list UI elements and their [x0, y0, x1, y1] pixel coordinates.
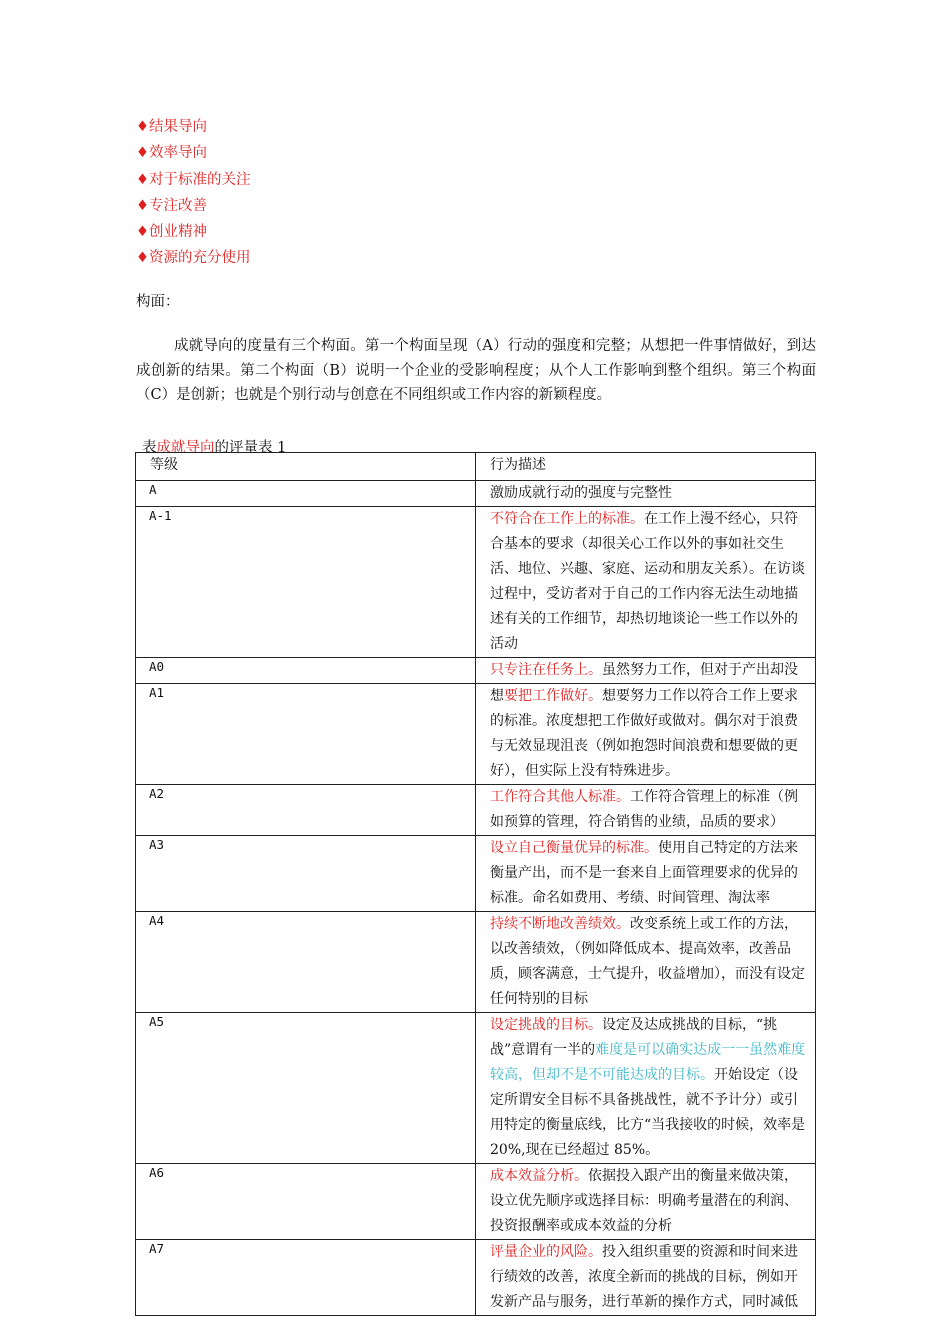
header-level: 等级: [136, 453, 476, 481]
row-level: A0: [136, 658, 476, 684]
table-row: [136, 1013, 816, 1164]
row-level: A4: [136, 912, 476, 1013]
diamond-icon: ♦: [136, 250, 149, 267]
rating-table: [135, 452, 816, 1316]
bullet-item: ♦对于标准的关注: [136, 171, 251, 188]
row-level: A7: [136, 1240, 476, 1316]
table-header-row: [136, 453, 816, 481]
bullet-item: ♦效率导向: [136, 145, 207, 162]
table-row: [136, 684, 816, 785]
row-description: 成本效益分析。依据投入跟产出的衡量来做决策，设立优先顺序或选择目标：明确考量潜在的利润、投资报酬率或成本效益的分析: [476, 1164, 816, 1240]
row-level: A3: [136, 836, 476, 912]
row-description: 持续不断地改善绩效。改变系统上或工作的方法，以改善绩效，（例如降低成本、提高效率，改善品质，顾客满意，士气提升，收益增加），而没有设定任何特别的目标: [476, 912, 816, 1013]
bullet-item: ♦资源的充分使用: [136, 250, 251, 267]
table-row: [136, 507, 816, 658]
table-caption: 表成就导向的评量表 1: [142, 440, 287, 456]
table-row: [136, 1164, 816, 1240]
bullet-list: [136, 114, 251, 272]
row-description: 想要把工作做好。想要努力工作以符合工作上要求的标准。浓度想把工作做好或做对。偶尔对于浪费与无效显现沮丧（例如抱怨时间浪费和想要做的更好），但实际上没有特殊进步。: [476, 684, 816, 785]
diamond-icon: ♦: [136, 119, 149, 135]
table-row: [136, 836, 816, 912]
diamond-icon: ♦: [136, 224, 149, 241]
row-level: A5: [136, 1013, 476, 1164]
bullet-item: ♦专注改善: [136, 197, 207, 214]
row-description: 不符合在工作上的标准。在工作上漫不经心，只符合基本的要求（却很关心工作以外的事如社交生活、地位、兴趣、家庭、运动和朋友关系）。在访谈过程中，受访者对于自己的工作内容无法生动地描述有关的工作细节，却热切地谈论一些工作以外的活动: [476, 507, 816, 658]
row-level: A-1: [136, 507, 476, 658]
intro-paragraph: 成就导向的度量有三个构面。第一个构面呈现（A）行动的强度和完整；从想把一件事情做好，到达成创新的结果。第二个构面（B）说明一个企业的受影响程度；从个人工作影响到整个组织。第三个构面（C）是创新；也就是个别行动与创意在不同组织或工作内容的新颖程度。: [136, 338, 816, 403]
row-description: 只专注在任务上。虽然努力工作，但对于产出却没: [476, 658, 816, 684]
table-row: [136, 481, 816, 507]
row-description: 工作符合其他人标准。工作符合管理上的标准（例如预算的管理，符合销售的业绩，品质的要求）: [476, 785, 816, 836]
row-description: 设立自己衡量优异的标准。使用自己特定的方法来衡量产出，而不是一套来自上面管理要求的优异的标准。命名如费用、考绩、时间管理、淘汰率: [476, 836, 816, 912]
table-row: [136, 658, 816, 684]
table-row: [136, 912, 816, 1013]
table-row: [136, 1240, 816, 1316]
bullet-item: ♦结果导向: [136, 119, 207, 135]
row-description: 激励成就行动的强度与完整性: [476, 481, 816, 507]
header-description: 行为描述: [476, 453, 816, 481]
row-description: 设定挑战的目标。设定及达成挑战的目标，“挑战”意谓有一半的难度是可以确实达成一一虽然难度较高，但却不是不可能达成的目标。开始设定（设定所谓安全目标不具备挑战性，就不予计分）或引用特定的衡量底线，比方“当我接收的时候，效率是 20%,现在已经超过 85%。: [476, 1013, 816, 1164]
bullet-item: ♦创业精神: [136, 224, 207, 241]
row-level: A6: [136, 1164, 476, 1240]
row-level: A: [136, 481, 476, 507]
table-row: [136, 785, 816, 836]
diamond-icon: ♦: [136, 171, 149, 188]
row-level: A1: [136, 684, 476, 785]
row-level: A2: [136, 785, 476, 836]
diamond-icon: ♦: [136, 197, 149, 214]
section-label: 构面：: [136, 294, 180, 310]
row-description: 评量企业的风险。投入组织重要的资源和时间来进行绩效的改善，浓度全新而的挑战的目标，例如开发新产品与服务，进行革新的操作方式，同时减低: [476, 1240, 816, 1316]
diamond-icon: ♦: [136, 145, 149, 162]
